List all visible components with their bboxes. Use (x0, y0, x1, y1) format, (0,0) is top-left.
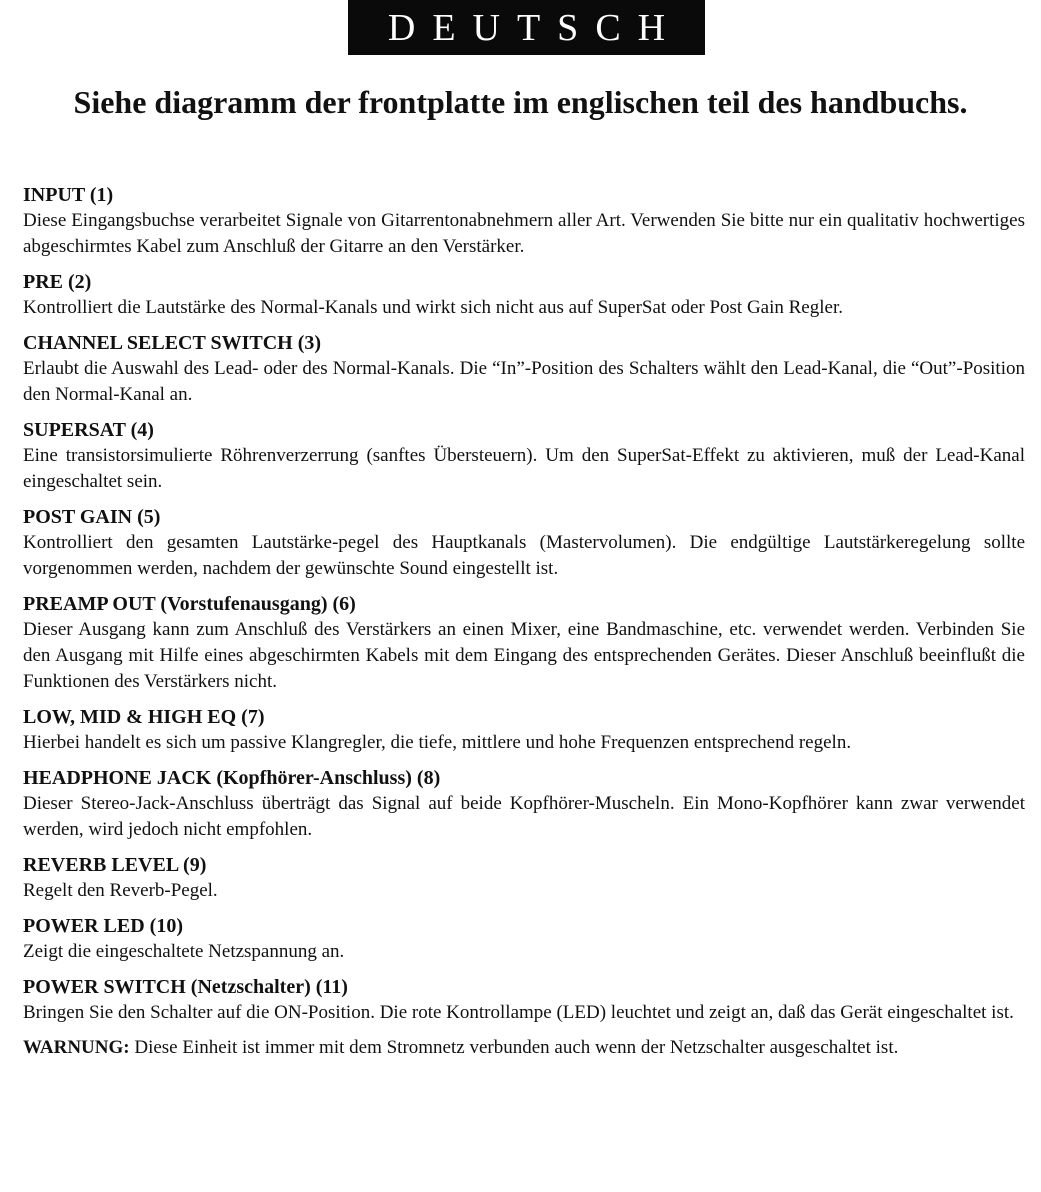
section-eq (23, 704, 1025, 756)
section-body: Eine transistorsimulierte Röhrenverzerrung (sanftes Übersteuern). Um den SuperSat-Effekt zu aktivieren, muß der Lead-Kanal eingeschaltet sein. (23, 445, 1025, 492)
section-body: Diese Eingangsbuchse verarbeitet Signale von Gitarrentonabnehmern aller Art. Verwenden Sie bitte nur ein qualitativ hochwertiges abgeschirmtes Kabel zum Anschluß der Gitarre an den Verstärker. (23, 210, 1025, 257)
section-body: Dieser Ausgang kann zum Anschluß des Verstärkers an einen Mixer, eine Bandmaschine, etc. verwendet werden. Verbinden Sie den Ausgang mit Hilfe eines abgeschirmten Kabels mit dem Eingang des entsprechenden Gerätes. Dieser Anschluß beeinflußt die Funktionen des Verstärkers nicht. (23, 619, 1025, 692)
section-heading: CHANNEL SELECT SWITCH (3) (23, 332, 322, 354)
section-body: Bringen Sie den Schalter auf die ON-Position. Die rote Kontrollampe (LED) leuchtet und zeigt an, daß das Gerät eingeschaltet ist. (23, 1002, 1014, 1023)
section-power-switch (23, 974, 1025, 1026)
section-power-led (23, 913, 1025, 965)
section-body: Hierbei handelt es sich um passive Klangregler, die tiefe, mittlere und hohe Frequenzen entsprechend regeln. (23, 732, 852, 753)
sections-list (23, 182, 1025, 1061)
section-headphone-jack (23, 765, 1025, 843)
language-banner: DEUTSCH (348, 0, 705, 55)
section-preamp-out (23, 591, 1025, 695)
section-heading: POWER SWITCH (Netzschalter) (11) (23, 976, 348, 998)
section-heading: HEADPHONE JACK (Kopfhörer-Anschluss) (8) (23, 767, 441, 789)
section-heading: REVERB LEVEL (9) (23, 854, 207, 876)
section-body: Regelt den Reverb-Pegel. (23, 880, 218, 901)
section-body: Dieser Stereo-Jack-Anschluss überträgt das Signal auf beide Kopfhörer-Muscheln. Ein Mono-Kopfhörer kann zwar verwendet werden, wird jedoch nicht empfohlen. (23, 793, 1025, 840)
section-input (23, 182, 1025, 260)
section-supersat (23, 417, 1025, 495)
warning-note (23, 1035, 1025, 1061)
warning-label: WARNUNG: (23, 1037, 130, 1058)
warning-text: Diese Einheit ist immer mit dem Stromnetz verbunden auch wenn der Netzschalter ausgeschaltet ist. (129, 1037, 899, 1058)
section-body: Erlaubt die Auswahl des Lead- oder des Normal-Kanals. Die “In”-Position des Schalters wählt den Lead-Kanal, die “Out”-Position den Normal-Kanal an. (23, 358, 1025, 405)
section-heading: LOW, MID & HIGH EQ (7) (23, 706, 265, 728)
section-body: Zeigt die eingeschaltete Netzspannung an. (23, 941, 345, 962)
section-heading: POWER LED (10) (23, 915, 183, 937)
section-post-gain (23, 504, 1025, 582)
section-reverb-level (23, 852, 1025, 904)
section-body: Kontrolliert die Lautstärke des Normal-Kanals und wirkt sich nicht aus auf SuperSat oder Post Gain Regler. (23, 297, 843, 318)
section-heading: SUPERSAT (4) (23, 419, 154, 441)
section-heading: POST GAIN (5) (23, 506, 161, 528)
section-pre (23, 269, 1025, 321)
section-heading: PREAMP OUT (Vorstufenausgang) (6) (23, 593, 356, 615)
page-subtitle: Siehe diagramm der frontplatte im englischen teil des handbuchs. (73, 84, 968, 120)
section-heading: INPUT (1) (23, 184, 114, 206)
section-body: Kontrolliert den gesamten Lautstärke-pegel des Hauptkanals (Mastervolumen). Die endgültige Lautstärkeregelung sollte vorgenommen werden, nachdem der gewünschte Sound eingestellt ist. (23, 532, 1025, 579)
section-channel-select (23, 330, 1025, 408)
section-heading: PRE (2) (23, 271, 92, 293)
